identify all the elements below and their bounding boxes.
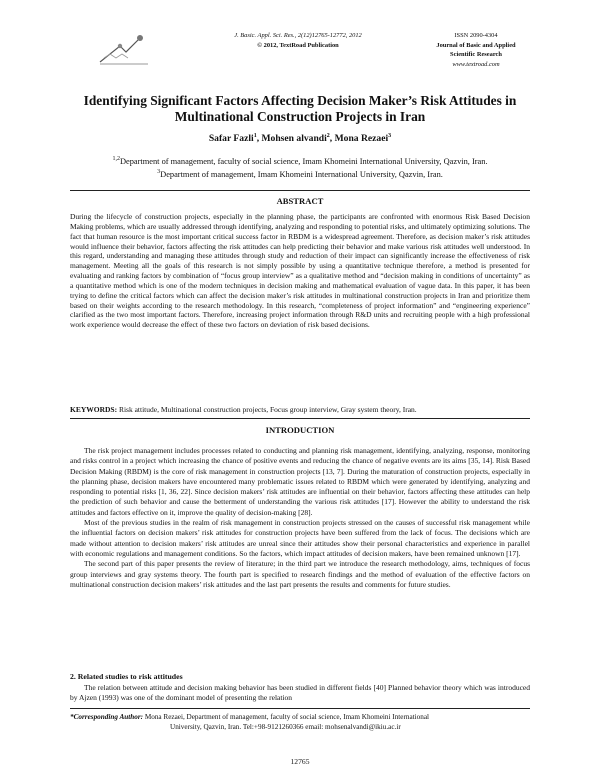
journal-header-right: [416, 31, 536, 69]
page-number: 12765: [290, 757, 310, 766]
author-separator: ,: [256, 133, 262, 145]
corresponding-label: *Corresponding Author:: [70, 713, 144, 721]
journal-name-line2: Scientific Research: [450, 51, 502, 59]
keywords-label: KEYWORDS:: [70, 405, 118, 414]
corresponding-author-note: [70, 712, 530, 732]
author-separator: ,: [329, 133, 335, 145]
introduction-body: [70, 446, 530, 590]
abstract-top-rule: [70, 190, 530, 191]
affiliation-line: [40, 154, 560, 167]
journal-header-center: [198, 31, 398, 51]
journal-name-line1: Journal of Basic and Applied: [436, 41, 516, 49]
corresponding-line-2: University, Qazvin, Iran. Tel:+98-9121260366 email: mohsenalvandi@ikiu.ac.ir: [170, 723, 401, 731]
affiliations: [40, 154, 560, 180]
title-line-2: Multinational Construction Projects in Iran: [174, 109, 426, 124]
affiliation-text: Department of management, faculty of social science, Imam Khomeini International University, Qazvin, Iran.: [119, 156, 488, 166]
affiliation-line: [40, 167, 560, 180]
section-2-paragraph: The relation between attitude and decision making behavior has been studied in different fields [40] Planned behavior theory which was introduced by Ajzen (1993) was one of the dominant model of presenting the relation: [70, 683, 530, 703]
author-name: Mona Rezaei: [334, 133, 389, 145]
affiliation-mark: 1,2: [112, 156, 120, 162]
author-affil-mark: 1: [253, 133, 257, 139]
author-name: Mohsen alvandi: [261, 133, 327, 145]
intro-paragraph: The risk project management includes processes related to conducting and planning risk management, identifying, analyzing, response, monitoring and risks control in a project which increasing the chance of positive events and reducing the chance of negative events are its aims [35, 14]. Risk Based Decision Making (RBDM) is the core of risk management in construction projects [13, 7]. During the maturation of construction projects, especially in the planning phase, decision makers have encountered many problematic issues related to RBDM which were generated by identifying, analyzing and responding to potential risks [1, 36, 22]. Since decision makers’ risk attitudes are influential on their behavior, factors affecting these attitudes can help the prediction of such behavior and cause the betterment of understanding the various risk attitudes [17]. However the ability to understand the risk attitudes and factors effective on it, improve the quality of decision-making [28].: [70, 446, 530, 517]
author-affil-mark: 3: [388, 133, 392, 139]
section-2-body: [70, 683, 530, 704]
corresponding-line-1: Mona Rezaei, Department of management, faculty of social science, Imam Khomeini International: [144, 713, 430, 721]
textroad-logo: [96, 28, 152, 68]
intro-paragraph: Most of the previous studies in the realm of risk management in construction projects stressed on the causes of successful risk management while the influential factors on decision makers’ risk attitudes for construction projects have been suffered from the lack of focus. The decisions which are made without attention to decision makers’ risk attitudes are unreal since their attitudes show their personal characteristics and experience in parallel with economic regulations and management conditions. So the factors, which impact attitudes of decision makers, have been remained unknown [17].: [70, 518, 530, 558]
keywords-text: Risk attitude, Multinational construction projects, Focus group interview, Gray system theory, Iran.: [118, 405, 417, 414]
keywords-line: [70, 405, 530, 415]
title-line-1: Identifying Significant Factors Affecting Decision Maker’s Risk Attitudes in: [83, 93, 517, 108]
author-list: [40, 133, 560, 144]
introduction-heading: INTRODUCTION: [265, 425, 335, 435]
journal-website: www.textroad.com: [452, 60, 500, 68]
affiliation-text: Department of management, Imam Khomeini International University, Qazvin, Iran.: [160, 169, 443, 179]
journal-reference: J. Basic. Appl. Sci. Res., 2(12)12765-12772, 2012: [234, 32, 362, 39]
footnote-rule: [70, 708, 530, 709]
copyright-line: © 2012, TextRoad Publication: [257, 42, 339, 49]
author-affil-mark: 2: [326, 133, 330, 139]
issn: ISSN 2090-4304: [454, 32, 498, 39]
section-2-heading: 2. Related studies to risk attitudes: [70, 672, 183, 681]
abstract-heading: ABSTRACT: [276, 196, 324, 206]
intro-paragraph: The second part of this paper presents the review of literature; in the third part we introduce the research methodology, aims, techniques of focus group interviews and gray systems theory. The fourth part is specified to research findings and the method of evaluation of the effective factors on multinational construction decision makers’ risk attitudes and the last part presents the results and comments for future studies.: [70, 559, 530, 589]
affiliation-mark: 3: [157, 168, 161, 175]
paper-title: [40, 93, 560, 125]
author-name: Safar Fazli: [208, 133, 254, 145]
abstract-body: During the lifecycle of construction projects, especially in the planning phase, the participants are confronted with enormous Risk Based Decision Making problems, which are usually addressed through identifying, analyzing and responding to potential risks, and ultimately optimizing solutions. The fact that human resource is the most important critical success factor in RBDM is a widespread agreement. Therefore, as decision maker’s risk attitudes would influence their behavior, factors affecting the risk attitudes can help predicting their behavior and make various risk attitudes well understood. In this regard, understanding and managing these attitudes through study and reduction of their impact can significantly increase the effectiveness of risk management. Meeting all the goals of this research is not simply possible by using a quantitative technique therefore, a method is presented for evaluating and ranking factors by combination of “focus group interview” as a qualitative method and “decision making in conditions of uncertainty” as a quantitative method which is one of the modern techniques in decision making and mathematical evaluation of vague data. In this paper, it has been trying to define the critical factors which can affect the decision maker’s risk attitudes in multinational construction projects in Iran and prioritize them based on their weights according to the research methodology. In this research, “completeness of project information” and “engineering experience” clarified as the two most important factors. Therefore, increasing project information through R&D units and recruiting people with a high professional work experience would decrease the effect of these two factors on deviation of risk based decisions.: [70, 212, 530, 330]
abstract-bottom-rule: [70, 418, 530, 419]
